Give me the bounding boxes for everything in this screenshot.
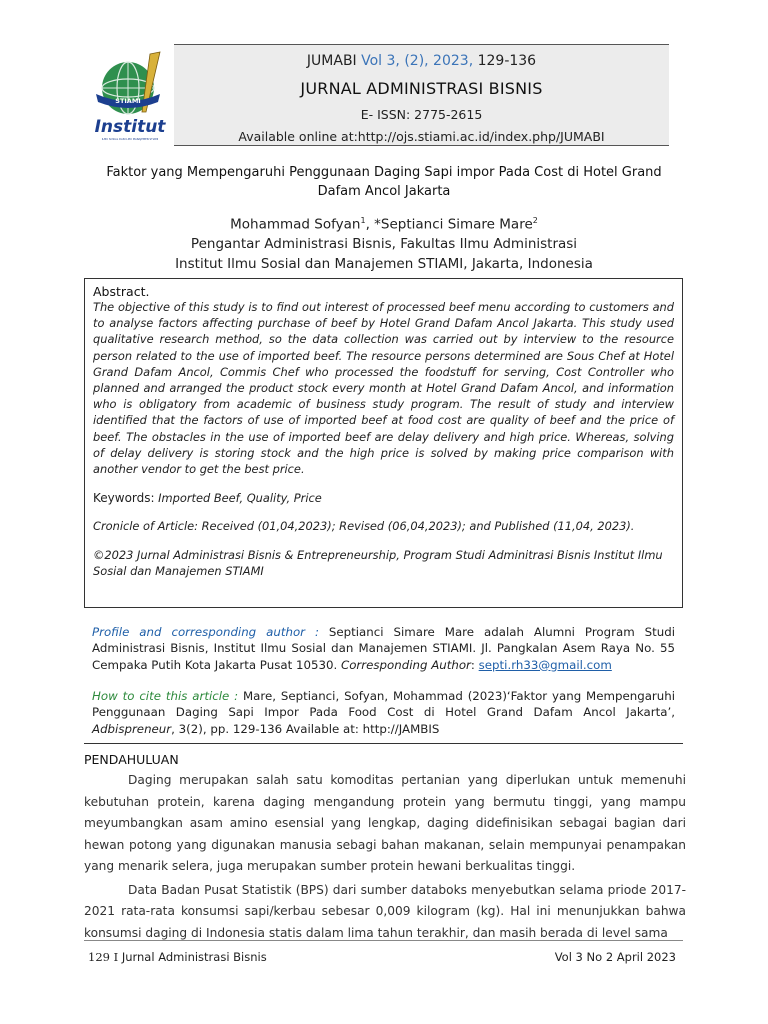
profile-label: Profile and corresponding author :: [92, 625, 319, 639]
paragraph-1: Daging merupakan salah satu komoditas pertanian yang diperlukan untuk memenuhi kebutuhan protein, karena daging mengandung protein yang bermutu tinggi, yang mampu meyumbangkan asam amino esensial yang lengkap, daging didefinisikan sebagai bagian dari hewan potong yang digunakan manusia sebagi bahan makanan, selain mempunyai penampakan yang menarik selera, juga merupakan sumber protein hewani berkualitas tinggi.: [84, 773, 686, 873]
profile-text: Septianci Simare Mare adalah Alumni Program Studi Administrasi Bisnis, Institut Ilmu Sosial dan Manajemen STIAMI. Jl. Pangkalan Asem Raya No. 55 Cempaka Putih Kota Jakarta Pusat 10530.: [92, 625, 676, 672]
stiami-logo: [88, 50, 174, 146]
author-block: [88, 211, 680, 274]
journal-info-box: [174, 44, 669, 146]
author-1-sup: 1: [360, 216, 366, 225]
author-2: *Septianci Simare Mare: [374, 216, 533, 233]
copyright-notice: ©2023 Jurnal Administrasi Bisnis & Entrepreneurship, Program Studi Adminitrasi Bisnis Institut Ilmu Sosial dan Manajemen STIAMI: [93, 548, 663, 579]
footer-divider: [84, 940, 683, 941]
journal-title: JURNAL ADMINISTRASI BISNIS: [300, 79, 543, 98]
section-heading: PENDAHULUAN: [84, 752, 179, 767]
cite-rest: , 3(2), pp. 129-136 Available at: http://JAMBIS: [171, 721, 440, 736]
journal-abbr: JUMABI: [306, 53, 362, 69]
cite-label: How to cite this article :: [92, 689, 239, 703]
footer-issue: Vol 3 No 2 April 2023: [554, 950, 676, 964]
abstract-body: The objective of this study is to find out interest of processed beef menu according to customers and to analyse factors affecting purchase of beef by Hotel Grand Dafam Ancol Jakarta. This study used qualitative research method, so the data collection was carried out by interview to the resource person related to the use of imported beef. The resource persons determined are Sous Chef at Hotel Grand Dafam Ancol, Commis Chef who processed the foodstuff for serving, Cost Controller who planned and arranged the product stock every month at Hotel Grand Dafam Ancol, and information who is obligatory from academic of business study program. The result of study and interview identified that the factors of use of imported beef at food cost are quality of beef and the price of beef. The obstacles in the use of imported beef are delay delivery and high price. Whereas, solving of delay delivery is storing stock and the high price is solved by making price comparison with another vendor to get the best price.: [93, 300, 674, 477]
logo-sub-text: ILMU SOSIAL DAN ILMU MANAJEMEN STIAMI: [101, 138, 159, 141]
abstract-heading: Abstract.: [93, 284, 150, 299]
cite-text: Mare, Septianci, Sofyan, Mohammad (2023)‘Faktor yang Mempengaruhi Penggunaan Daging Sapi Impor Pada Food Cost di Hotel Grand Dafam Ancol Jakarta’,: [92, 689, 676, 720]
journal-issn: E- ISSN: 2775-2615: [360, 107, 483, 122]
journal-pages: 129-136: [473, 53, 537, 69]
logo-band-text: STIAMI: [115, 97, 141, 105]
paragraph-2: Data Badan Pusat Statistik (BPS) dari sumber databoks menyebutkan selama priode 2017-2021 rata-rata konsumsi sapi/kerbau sebesar 0,009 kilogram (kg). Hal ini menunjukkan bahwa konsumsi daging di Indonesia statis dalam lima tahun terakhir, dan masih berada di level sama: [84, 882, 686, 940]
affiliation-1: Pengantar Administrasi Bisnis, Fakultas Ilmu Administrasi: [190, 236, 578, 252]
author-line: [88, 211, 680, 235]
keywords-label: Keywords:: [93, 491, 155, 506]
corresponding-email-link[interactable]: septi.rh33@gmail.com: [478, 657, 612, 672]
paper-title: Faktor yang Mempengaruhi Penggunaan Daging Sapi impor Pada Cost di Hotel Grand Dafam Ancol Jakarta: [106, 165, 662, 199]
keywords-values: Imported Beef, Quality, Price: [154, 491, 322, 506]
author-2-sup: 2: [532, 216, 538, 225]
footer-journal: Jurnal Administrasi Bisnis: [121, 950, 267, 964]
journal-volume: Vol 3, (2), 2023,: [361, 53, 474, 69]
cite-journal: Adbispreneur: [92, 721, 172, 736]
keywords-line: [93, 491, 674, 505]
article-chronicle: Cronicle of Article: Received (01,04,2023); Revised (06,04,2023); and Published (11,04, 2023).: [93, 519, 635, 534]
author-separator: ,: [365, 216, 375, 233]
body-text: [84, 770, 686, 944]
page-number: 129: [88, 950, 110, 964]
corresponding-colon: :: [470, 657, 479, 672]
footer-sep: I: [109, 950, 122, 964]
author-1: Mohammad Sofyan: [230, 216, 361, 233]
abstract-box: [84, 278, 683, 608]
section-divider: [84, 743, 683, 744]
journal-citation-line: [174, 53, 669, 69]
how-to-cite: [92, 688, 675, 737]
profile-corresponding: [92, 624, 675, 673]
corresponding-author-label: Corresponding Author: [340, 657, 471, 672]
footer-left: [88, 950, 267, 964]
journal-header: [88, 44, 669, 148]
journal-online-url[interactable]: Available online at:http://ojs.stiami.ac.id/index.php/JUMABI: [238, 129, 605, 144]
affiliation-2: Institut Ilmu Sosial dan Manajemen STIAMI, Jakarta, Indonesia: [175, 255, 593, 272]
logo-institut-text: Institut: [94, 117, 166, 137]
